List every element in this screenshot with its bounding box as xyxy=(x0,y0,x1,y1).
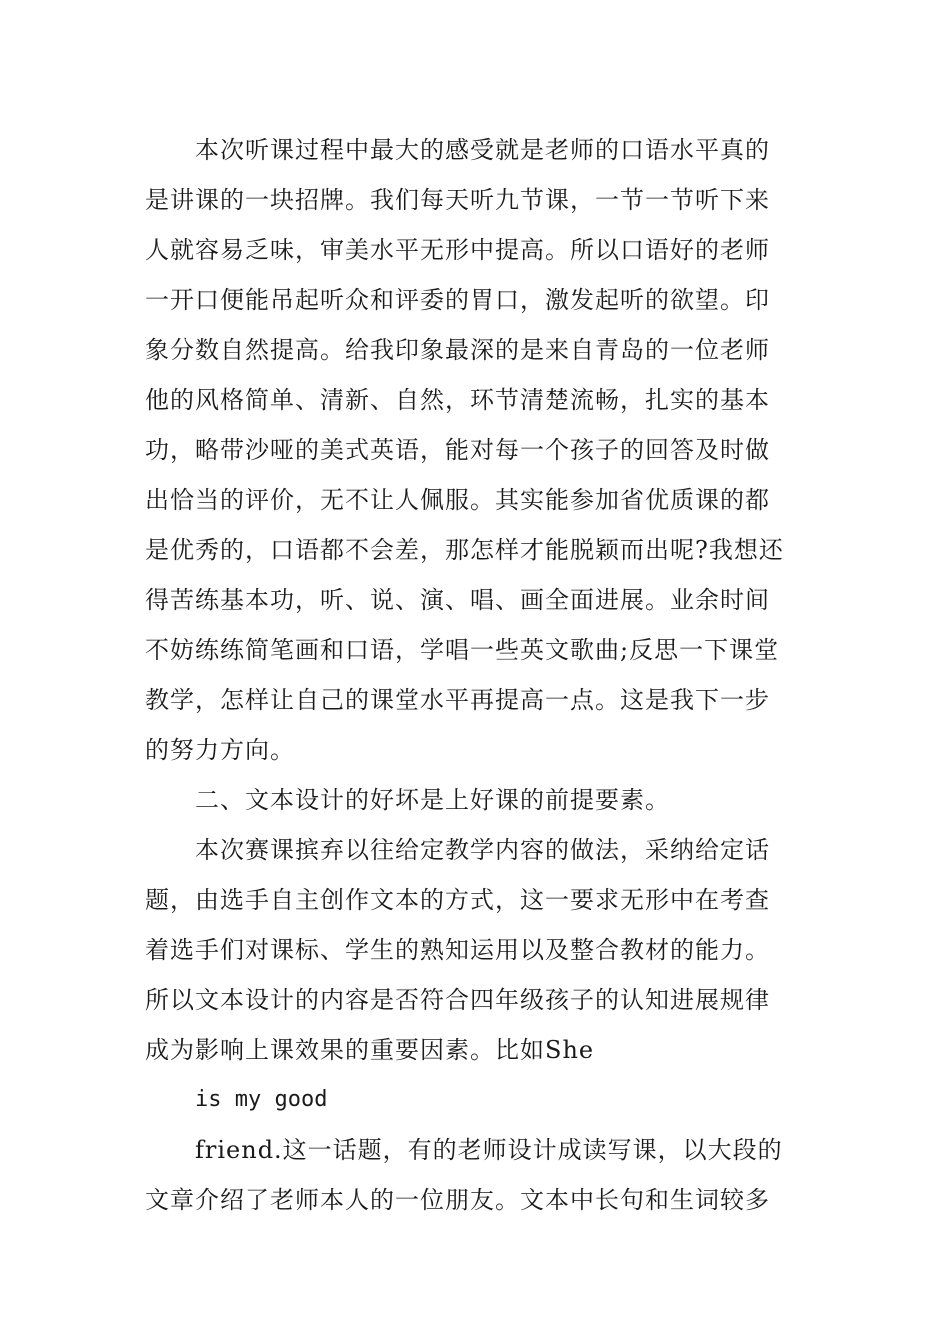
paragraph-line: 不妨练练简笔画和口语，学唱一些英文歌曲;反思一下课堂 xyxy=(145,636,780,664)
paragraph-line: 成为影响上课效果的重要因素。比如She xyxy=(145,1036,595,1064)
paragraph-line: 功，略带沙哑的美式英语，能对每一个孩子的回答及时做 xyxy=(145,436,770,464)
paragraph-line: 是优秀的，口语都不会差，那怎样才能脱颖而出呢?我想还 xyxy=(145,536,784,564)
paragraph-line: 他的风格简单、清新、自然，环节清楚流畅，扎实的基本 xyxy=(145,386,770,414)
paragraph-line: 的努力方向。 xyxy=(145,736,295,764)
paragraph-line: 题，由选手自主创作文本的方式，这一要求无形中在考查 xyxy=(145,886,770,914)
paragraph-line: 着选手们对课标、学生的熟知运用以及整合教材的能力。 xyxy=(145,936,770,964)
section-heading: 二、文本设计的好坏是上好课的前提要素。 xyxy=(195,786,670,814)
paragraph-line: 是讲课的一块招牌。我们每天听九节课，一节一节听下来 xyxy=(145,186,770,214)
paragraph-line: 教学，怎样让自己的课堂水平再提高一点。这是我下一步 xyxy=(145,686,770,714)
paragraph-line: 本次听课过程中最大的感受就是老师的口语水平真的 xyxy=(195,136,770,164)
paragraph-line: friend.这一话题，有的老师设计成读写课，以大段的 xyxy=(195,1136,783,1164)
paragraph-line: 一开口便能吊起听众和评委的胃口，激发起听的欲望。印 xyxy=(145,286,770,314)
paragraph-line: 所以文本设计的内容是否符合四年级孩子的认知进展规律 xyxy=(145,986,770,1014)
paragraph-line: 象分数自然提高。给我印象最深的是来自青岛的一位老师 xyxy=(145,336,770,364)
paragraph-line: is my good xyxy=(195,1087,328,1112)
paragraph-line: 人就容易乏味，审美水平无形中提高。所以口语好的老师 xyxy=(145,236,770,264)
paragraph-line: 本次赛课摈弃以往给定教学内容的做法，采纳给定话 xyxy=(195,836,770,864)
paragraph-line: 得苦练基本功，听、说、演、唱、画全面进展。业余时间 xyxy=(145,586,770,614)
paragraph-line: 出恰当的评价，无不让人佩服。其实能参加省优质课的都 xyxy=(145,486,770,514)
paragraph-line: 文章介绍了老师本人的一位朋友。文本中长句和生词较多 xyxy=(145,1186,770,1214)
